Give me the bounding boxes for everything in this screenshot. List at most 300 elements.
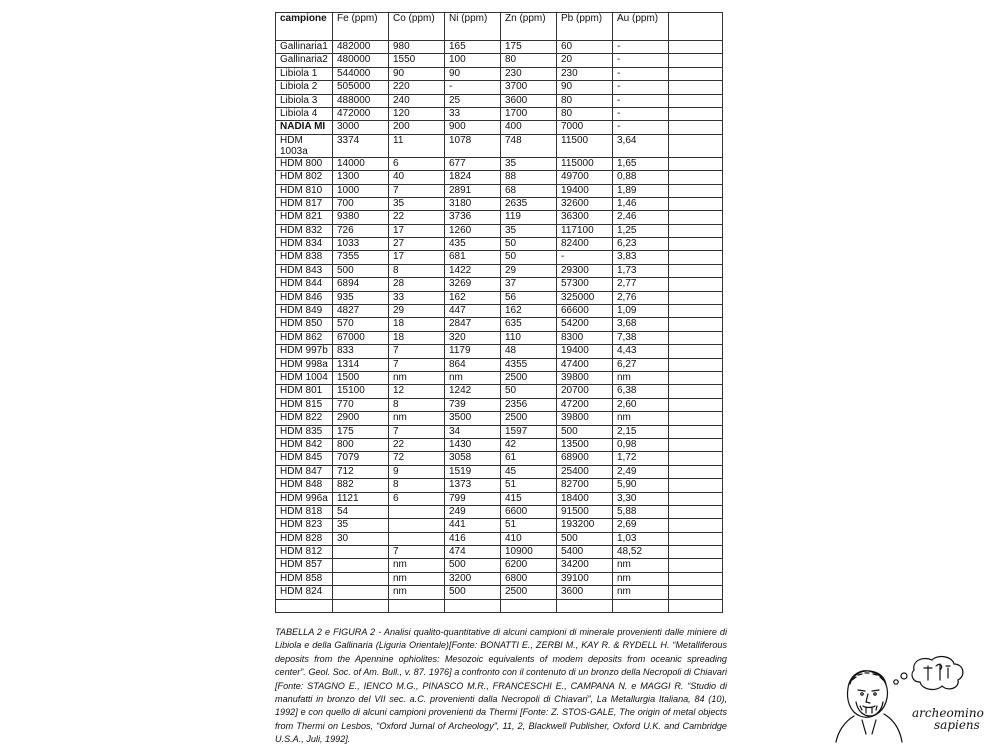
value-cell: [669, 224, 723, 237]
sample-name-cell: NADIA MI: [276, 121, 333, 134]
value-cell: 1422: [445, 264, 501, 277]
value-cell: 40: [389, 171, 445, 184]
value-cell: 230: [557, 67, 613, 80]
value-cell: 415: [501, 492, 557, 505]
value-cell: -: [613, 41, 669, 54]
value-cell: 1242: [445, 385, 501, 398]
value-cell: 4827: [333, 305, 389, 318]
value-cell: [669, 54, 723, 67]
value-cell: 230: [501, 67, 557, 80]
value-cell: 6200: [501, 559, 557, 572]
sample-name-cell: HDM 824: [276, 586, 333, 599]
value-cell: 900: [445, 121, 501, 134]
value-cell: 39100: [557, 572, 613, 585]
sample-name-cell: HDM 832: [276, 224, 333, 237]
value-cell: 325000: [557, 291, 613, 304]
value-cell: 1550: [389, 54, 445, 67]
value-cell: 30: [333, 532, 389, 545]
value-cell: 13500: [557, 438, 613, 451]
value-cell: [669, 318, 723, 331]
value-cell: 100: [445, 54, 501, 67]
value-cell: 864: [445, 358, 501, 371]
table-row: [276, 505, 723, 518]
value-cell: 67000: [333, 331, 389, 344]
value-cell: 748: [501, 134, 557, 157]
value-cell: 6,38: [613, 385, 669, 398]
sample-name-cell: HDM 845: [276, 452, 333, 465]
sample-name-cell: HDM 843: [276, 264, 333, 277]
value-cell: [669, 264, 723, 277]
sample-name-cell: HDM 818: [276, 505, 333, 518]
value-cell: 2,46: [613, 211, 669, 224]
value-cell: 12: [389, 385, 445, 398]
table-row: [276, 599, 723, 612]
value-cell: 18: [389, 318, 445, 331]
value-cell: 441: [445, 519, 501, 532]
table-row: [276, 465, 723, 478]
value-cell: 51: [501, 479, 557, 492]
value-cell: [669, 251, 723, 264]
value-cell: 544000: [333, 67, 389, 80]
value-cell: 82700: [557, 479, 613, 492]
table-row: [276, 157, 723, 170]
value-cell: 162: [501, 305, 557, 318]
value-cell: 51: [501, 519, 557, 532]
value-cell: 7,38: [613, 331, 669, 344]
table-row: [276, 425, 723, 438]
value-cell: 739: [445, 398, 501, 411]
logo-text-line1: archeomino: [912, 706, 984, 720]
value-cell: 1260: [445, 224, 501, 237]
value-cell: 1519: [445, 465, 501, 478]
value-cell: 1,25: [613, 224, 669, 237]
value-cell: nm: [389, 586, 445, 599]
value-cell: 799: [445, 492, 501, 505]
value-cell: [669, 505, 723, 518]
value-cell: 500: [333, 264, 389, 277]
value-cell: 20: [557, 54, 613, 67]
value-cell: 35: [389, 197, 445, 210]
value-cell: 3374: [333, 134, 389, 157]
sample-name-cell: HDM 862: [276, 331, 333, 344]
value-cell: 3600: [501, 94, 557, 107]
value-cell: 1179: [445, 345, 501, 358]
value-cell: 1314: [333, 358, 389, 371]
value-cell: 175: [333, 425, 389, 438]
value-cell: 39800: [557, 412, 613, 425]
value-cell: 0,88: [613, 171, 669, 184]
value-cell: 80: [557, 94, 613, 107]
value-cell: 47400: [557, 358, 613, 371]
value-cell: 88: [501, 171, 557, 184]
value-cell: nm: [389, 559, 445, 572]
value-cell: [669, 171, 723, 184]
sample-name-cell: HDM 997b: [276, 345, 333, 358]
table-row: [276, 197, 723, 210]
table-row: [276, 41, 723, 54]
value-cell: 18400: [557, 492, 613, 505]
value-cell: 4,43: [613, 345, 669, 358]
table-caption: TABELLA 2 e FIGURA 2 - Analisi qualito-quantitative di alcuni campioni di minerale provenienti dalle miniere di Libiola e della Gallinaria (Liguria Orientale)[Fonte: BONATTI E., ZERBI M., KAY R. & RYDELL H. “Metalliferous deposits from the Apennine ophiolites: Mesozoic equivalents of modem deposits from oceanic spreading center”. Geol. Soc. of Am. Bull., v. 87. 1976] a confronto con il contenuto di un bronzo della Necropoli di Chiavari [Fonte: STAGNO E., IENCO M.G., PINASCO M.R., FRANCESCHI E., CAMPANA N. e MAGGI R. “Studio di manufatti in bronzo del VII sec. a.C. provenienti dalla Necropoli di Chiavari”, La Metallurgia Italiana, 84 (10), 1992] e con quello di alcuni campioni provenienti da Thermi [Fonte: Z. STOS-GALE, The origin of metal objects from Thermi on Lesbos, “Oxford Jurnal of Archeology”, 11, 2, Blackwell Publisher, Oxford U.K. and Cambridge U.S.A., Juli, 1992].: [275, 627, 727, 745]
value-cell: [669, 81, 723, 94]
value-cell: [669, 305, 723, 318]
value-cell: 1000: [333, 184, 389, 197]
value-cell: 68: [501, 184, 557, 197]
value-cell: [669, 532, 723, 545]
value-cell: 36300: [557, 211, 613, 224]
value-cell: 82400: [557, 238, 613, 251]
value-cell: 2500: [501, 371, 557, 384]
value-cell: 68900: [557, 452, 613, 465]
sample-name-cell: HDM 996a: [276, 492, 333, 505]
value-cell: 29: [389, 305, 445, 318]
logo-text-line2: sapiens: [934, 718, 980, 732]
value-cell: [557, 599, 613, 612]
value-cell: [613, 599, 669, 612]
sample-name-cell: HDM 823: [276, 519, 333, 532]
value-cell: 1,46: [613, 197, 669, 210]
value-cell: [333, 572, 389, 585]
value-cell: 3,83: [613, 251, 669, 264]
value-cell: [669, 211, 723, 224]
table-row: [276, 331, 723, 344]
sample-name-cell: HDM 998a: [276, 358, 333, 371]
table-row: [276, 81, 723, 94]
value-cell: [669, 519, 723, 532]
table-row: [276, 94, 723, 107]
table-row: [276, 385, 723, 398]
value-cell: 712: [333, 465, 389, 478]
value-cell: 29: [501, 264, 557, 277]
header-fe: Fe (ppm): [333, 13, 389, 41]
value-cell: 9380: [333, 211, 389, 224]
value-cell: -: [613, 81, 669, 94]
value-cell: 681: [445, 251, 501, 264]
table-row: [276, 559, 723, 572]
minerals-table: [275, 12, 723, 613]
value-cell: 2,60: [613, 398, 669, 411]
value-cell: 110: [501, 331, 557, 344]
value-cell: 200: [389, 121, 445, 134]
value-cell: nm: [613, 412, 669, 425]
sample-name-cell: HDM 821: [276, 211, 333, 224]
value-cell: 34200: [557, 559, 613, 572]
value-cell: nm: [389, 371, 445, 384]
value-cell: 193200: [557, 519, 613, 532]
value-cell: 119: [501, 211, 557, 224]
value-cell: -: [613, 94, 669, 107]
sample-name-cell: Gallinaria2: [276, 54, 333, 67]
value-cell: 3600: [557, 586, 613, 599]
table-row: [276, 438, 723, 451]
value-cell: [389, 519, 445, 532]
value-cell: 1033: [333, 238, 389, 251]
value-cell: 6800: [501, 572, 557, 585]
value-cell: 8300: [557, 331, 613, 344]
value-cell: 117100: [557, 224, 613, 237]
value-cell: 56: [501, 291, 557, 304]
value-cell: [333, 599, 389, 612]
sample-name-cell: HDM 1004: [276, 371, 333, 384]
sample-name-cell: Libiola 4: [276, 107, 333, 120]
value-cell: [389, 505, 445, 518]
value-cell: 50: [501, 238, 557, 251]
value-cell: 120: [389, 107, 445, 120]
value-cell: 833: [333, 345, 389, 358]
value-cell: 1,09: [613, 305, 669, 318]
value-cell: 677: [445, 157, 501, 170]
value-cell: 2,49: [613, 465, 669, 478]
value-cell: 57300: [557, 278, 613, 291]
value-cell: 91500: [557, 505, 613, 518]
value-cell: 700: [333, 197, 389, 210]
sample-name-cell: HDM 812: [276, 546, 333, 559]
value-cell: 500: [445, 586, 501, 599]
value-cell: 2891: [445, 184, 501, 197]
value-cell: [669, 184, 723, 197]
value-cell: 28: [389, 278, 445, 291]
value-cell: 3700: [501, 81, 557, 94]
value-cell: 482000: [333, 41, 389, 54]
value-cell: [669, 492, 723, 505]
sample-name-cell: HDM 828: [276, 532, 333, 545]
value-cell: [669, 41, 723, 54]
value-cell: 416: [445, 532, 501, 545]
value-cell: 474: [445, 546, 501, 559]
value-cell: 240: [389, 94, 445, 107]
value-cell: 11500: [557, 134, 613, 157]
value-cell: [669, 278, 723, 291]
value-cell: 17: [389, 224, 445, 237]
header-au: Au (ppm): [613, 13, 669, 41]
sample-name-cell: HDM 848: [276, 479, 333, 492]
value-cell: 27: [389, 238, 445, 251]
value-cell: nm: [613, 371, 669, 384]
value-cell: 500: [557, 425, 613, 438]
table-row: [276, 532, 723, 545]
table-row: [276, 121, 723, 134]
sample-name-cell: HDM 810: [276, 184, 333, 197]
sample-name-cell: HDM 822: [276, 412, 333, 425]
value-cell: 1700: [501, 107, 557, 120]
value-cell: 1,03: [613, 532, 669, 545]
table-row: [276, 345, 723, 358]
sample-name-cell: HDM 835: [276, 425, 333, 438]
value-cell: 29300: [557, 264, 613, 277]
value-cell: 7: [389, 546, 445, 559]
value-cell: 25400: [557, 465, 613, 478]
value-cell: 37: [501, 278, 557, 291]
value-cell: [669, 157, 723, 170]
value-cell: 15100: [333, 385, 389, 398]
value-cell: 11: [389, 134, 445, 157]
table-row: [276, 107, 723, 120]
sample-name-cell: HDM 842: [276, 438, 333, 451]
value-cell: -: [557, 251, 613, 264]
value-cell: 7: [389, 184, 445, 197]
value-cell: 61: [501, 452, 557, 465]
value-cell: 5,88: [613, 505, 669, 518]
table-row: [276, 67, 723, 80]
header-ni: Ni (ppm): [445, 13, 501, 41]
value-cell: -: [613, 107, 669, 120]
value-cell: [669, 479, 723, 492]
value-cell: 7000: [557, 121, 613, 134]
value-cell: [669, 107, 723, 120]
table-body: [276, 41, 723, 613]
value-cell: 35: [501, 224, 557, 237]
value-cell: 2635: [501, 197, 557, 210]
value-cell: 2356: [501, 398, 557, 411]
value-cell: [333, 559, 389, 572]
value-cell: 9: [389, 465, 445, 478]
value-cell: -: [613, 121, 669, 134]
value-cell: 3736: [445, 211, 501, 224]
value-cell: [669, 452, 723, 465]
value-cell: 1300: [333, 171, 389, 184]
value-cell: 3500: [445, 412, 501, 425]
value-cell: 726: [333, 224, 389, 237]
value-cell: 472000: [333, 107, 389, 120]
value-cell: 2,15: [613, 425, 669, 438]
value-cell: 50: [501, 251, 557, 264]
value-cell: 7079: [333, 452, 389, 465]
value-cell: 80: [557, 107, 613, 120]
value-cell: [669, 197, 723, 210]
value-cell: [669, 94, 723, 107]
value-cell: 480000: [333, 54, 389, 67]
value-cell: [669, 599, 723, 612]
value-cell: 800: [333, 438, 389, 451]
value-cell: 7: [389, 358, 445, 371]
table-row: [276, 224, 723, 237]
table-header-row: [276, 13, 723, 41]
value-cell: 66600: [557, 305, 613, 318]
value-cell: 1,73: [613, 264, 669, 277]
value-cell: nm: [445, 371, 501, 384]
value-cell: 570: [333, 318, 389, 331]
value-cell: 2,77: [613, 278, 669, 291]
table-row: [276, 171, 723, 184]
table-row: [276, 134, 723, 157]
value-cell: 882: [333, 479, 389, 492]
table-row: [276, 519, 723, 532]
header-empty: [669, 13, 723, 41]
value-cell: 8: [389, 398, 445, 411]
value-cell: 45: [501, 465, 557, 478]
table-row: [276, 546, 723, 559]
header-zn: Zn (ppm): [501, 13, 557, 41]
value-cell: 115000: [557, 157, 613, 170]
value-cell: 770: [333, 398, 389, 411]
value-cell: 410: [501, 532, 557, 545]
value-cell: 5,90: [613, 479, 669, 492]
value-cell: 447: [445, 305, 501, 318]
value-cell: 35: [333, 519, 389, 532]
value-cell: 6: [389, 157, 445, 170]
value-cell: 8: [389, 479, 445, 492]
value-cell: [333, 586, 389, 599]
value-cell: 17: [389, 251, 445, 264]
value-cell: [501, 599, 557, 612]
value-cell: 165: [445, 41, 501, 54]
value-cell: 8: [389, 264, 445, 277]
value-cell: 320: [445, 331, 501, 344]
value-cell: 1373: [445, 479, 501, 492]
value-cell: [669, 345, 723, 358]
value-cell: 7355: [333, 251, 389, 264]
value-cell: [669, 67, 723, 80]
value-cell: 48,52: [613, 546, 669, 559]
value-cell: [669, 121, 723, 134]
value-cell: [669, 572, 723, 585]
value-cell: nm: [389, 572, 445, 585]
header-campione: campione: [276, 13, 333, 41]
sample-name-cell: HDM 857: [276, 559, 333, 572]
value-cell: [389, 532, 445, 545]
sample-name-cell: HDM 800: [276, 157, 333, 170]
value-cell: 7: [389, 345, 445, 358]
value-cell: 6,27: [613, 358, 669, 371]
value-cell: 2847: [445, 318, 501, 331]
value-cell: 1121: [333, 492, 389, 505]
value-cell: 33: [389, 291, 445, 304]
table-row: [276, 358, 723, 371]
value-cell: 80: [501, 54, 557, 67]
value-cell: 4355: [501, 358, 557, 371]
value-cell: 3058: [445, 452, 501, 465]
value-cell: nm: [389, 412, 445, 425]
value-cell: 500: [557, 532, 613, 545]
value-cell: 48: [501, 345, 557, 358]
sample-name-cell: HDM 801: [276, 385, 333, 398]
value-cell: 3180: [445, 197, 501, 210]
sample-name-cell: HDM 858: [276, 572, 333, 585]
value-cell: 19400: [557, 184, 613, 197]
table-row: [276, 398, 723, 411]
value-cell: 3,68: [613, 318, 669, 331]
value-cell: -: [613, 54, 669, 67]
table-row: [276, 291, 723, 304]
value-cell: [669, 291, 723, 304]
sample-name-cell: HDM 849: [276, 305, 333, 318]
value-cell: [669, 412, 723, 425]
value-cell: [669, 134, 723, 157]
value-cell: [669, 331, 723, 344]
value-cell: 20700: [557, 385, 613, 398]
table-row: [276, 238, 723, 251]
value-cell: 400: [501, 121, 557, 134]
value-cell: 18: [389, 331, 445, 344]
value-cell: 1,65: [613, 157, 669, 170]
header-pb: Pb (ppm): [557, 13, 613, 41]
table-row: [276, 264, 723, 277]
value-cell: 220: [389, 81, 445, 94]
value-cell: [669, 238, 723, 251]
value-cell: -: [445, 81, 501, 94]
value-cell: 35: [501, 157, 557, 170]
sample-name-cell: HDM 838: [276, 251, 333, 264]
sample-name-cell: HDM 846: [276, 291, 333, 304]
sample-name-cell: Libiola 2: [276, 81, 333, 94]
table-row: [276, 305, 723, 318]
value-cell: 635: [501, 318, 557, 331]
value-cell: 19400: [557, 345, 613, 358]
table-row: [276, 278, 723, 291]
table-row: [276, 371, 723, 384]
value-cell: 935: [333, 291, 389, 304]
value-cell: 25: [445, 94, 501, 107]
